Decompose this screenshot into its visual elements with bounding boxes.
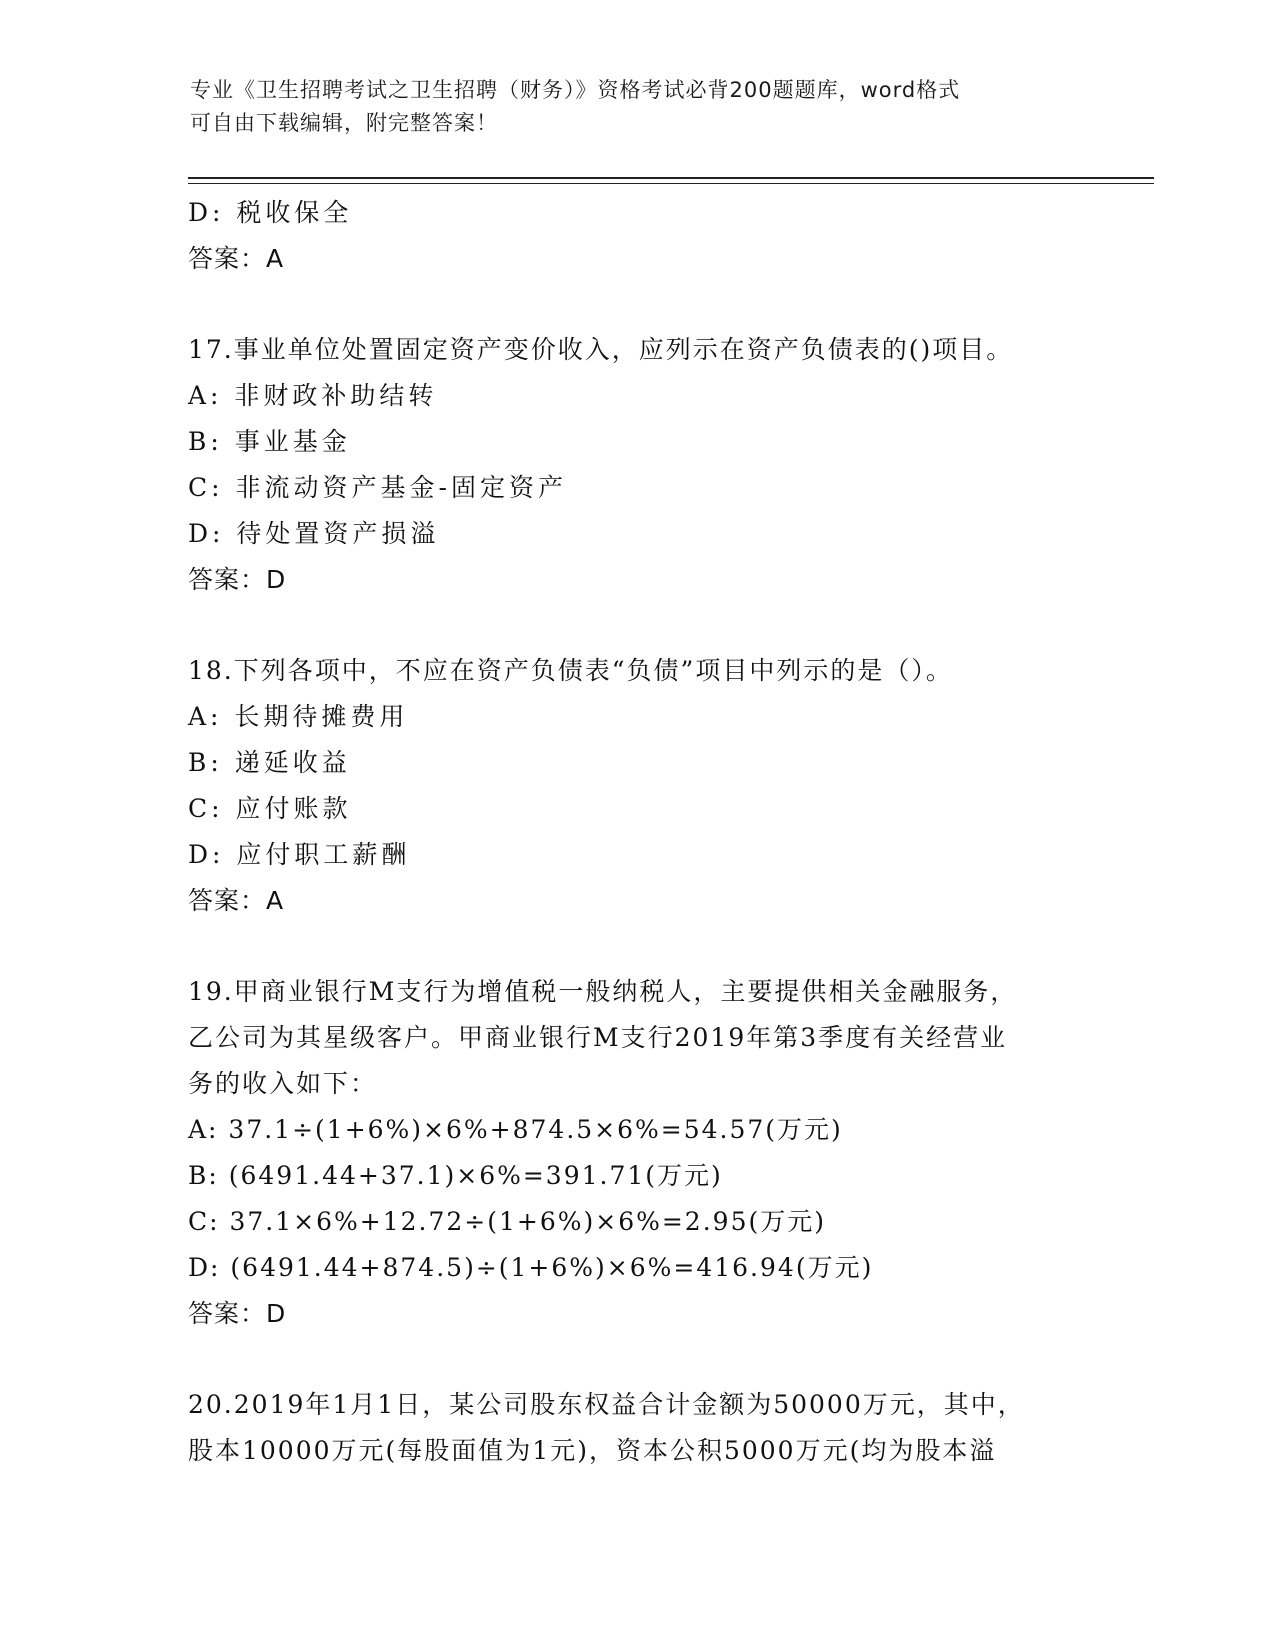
- question-stem-line-1: 20.2019年1月1日，某公司股东权益合计金额为50000万元，其中，: [188, 1390, 1025, 1419]
- spacer: [188, 603, 1088, 648]
- spacer: [188, 1337, 1088, 1382]
- option-b: B: 事业基金: [188, 427, 351, 456]
- option-a: A: 非财政补助结转: [188, 381, 438, 410]
- option-b: B: 递延收益: [188, 748, 351, 777]
- question-19: [188, 969, 1088, 1337]
- page-header: [190, 74, 1090, 140]
- header-rule-thick: [188, 177, 1154, 179]
- option-c: C: 应付账款: [188, 794, 352, 823]
- question-body: [188, 190, 1088, 1474]
- option-d: D: 税收保全: [188, 198, 353, 227]
- answer: 答案：A: [188, 886, 285, 915]
- header-line-2: 可自由下载编辑，附完整答案！: [190, 111, 498, 135]
- option-b: B: (6491.44+37.1)×6%=391.71(万元): [188, 1161, 723, 1190]
- answer: 答案：D: [188, 565, 287, 594]
- option-a: A: 长期待摊费用: [188, 702, 409, 731]
- header-rule-thin: [188, 183, 1154, 184]
- option-c: C: 37.1×6%+12.72÷(1+6%)×6%=2.95(万元): [188, 1207, 826, 1236]
- spacer: [188, 282, 1088, 327]
- option-d: D: (6491.44+874.5)÷(1+6%)×6%=416.94(万元): [188, 1253, 874, 1282]
- question-stem-line-3: 务的收入如下：: [188, 1069, 378, 1098]
- question-stem-line-2: 股本10000万元(每股面值为1元)，资本公积5000万元(均为股本溢: [188, 1436, 997, 1465]
- question-17: [188, 327, 1088, 603]
- question-stem: 17.事业单位处置固定资产变价收入，应列示在资产负债表的()项目。: [188, 335, 1014, 364]
- option-d: D: 应付职工薪酬: [188, 840, 411, 869]
- header-line-1: 专业《卫生招聘考试之卫生招聘（财务）》资格考试必背200题题库，word格式: [190, 78, 961, 102]
- question-16-tail: [188, 190, 1088, 282]
- question-stem-line-2: 乙公司为其星级客户。甲商业银行M支行2019年第3季度有关经营业: [188, 1023, 1008, 1052]
- spacer: [188, 924, 1088, 969]
- answer: 答案：D: [188, 1299, 287, 1328]
- option-d: D: 待处置资产损溢: [188, 519, 440, 548]
- question-stem: 18.下列各项中，不应在资产负债表“负债”项目中列示的是（）。: [188, 656, 953, 685]
- option-a: A: 37.1÷(1+6%)×6%+874.5×6%=54.57(万元): [188, 1115, 843, 1144]
- option-c: C: 非流动资产基金-固定资产: [188, 473, 567, 502]
- question-18: [188, 648, 1088, 924]
- answer: 答案：A: [188, 244, 285, 273]
- question-stem-line-1: 19.甲商业银行M支行为增值税一般纳税人，主要提供相关金融服务，: [188, 977, 1018, 1006]
- question-20: [188, 1382, 1088, 1474]
